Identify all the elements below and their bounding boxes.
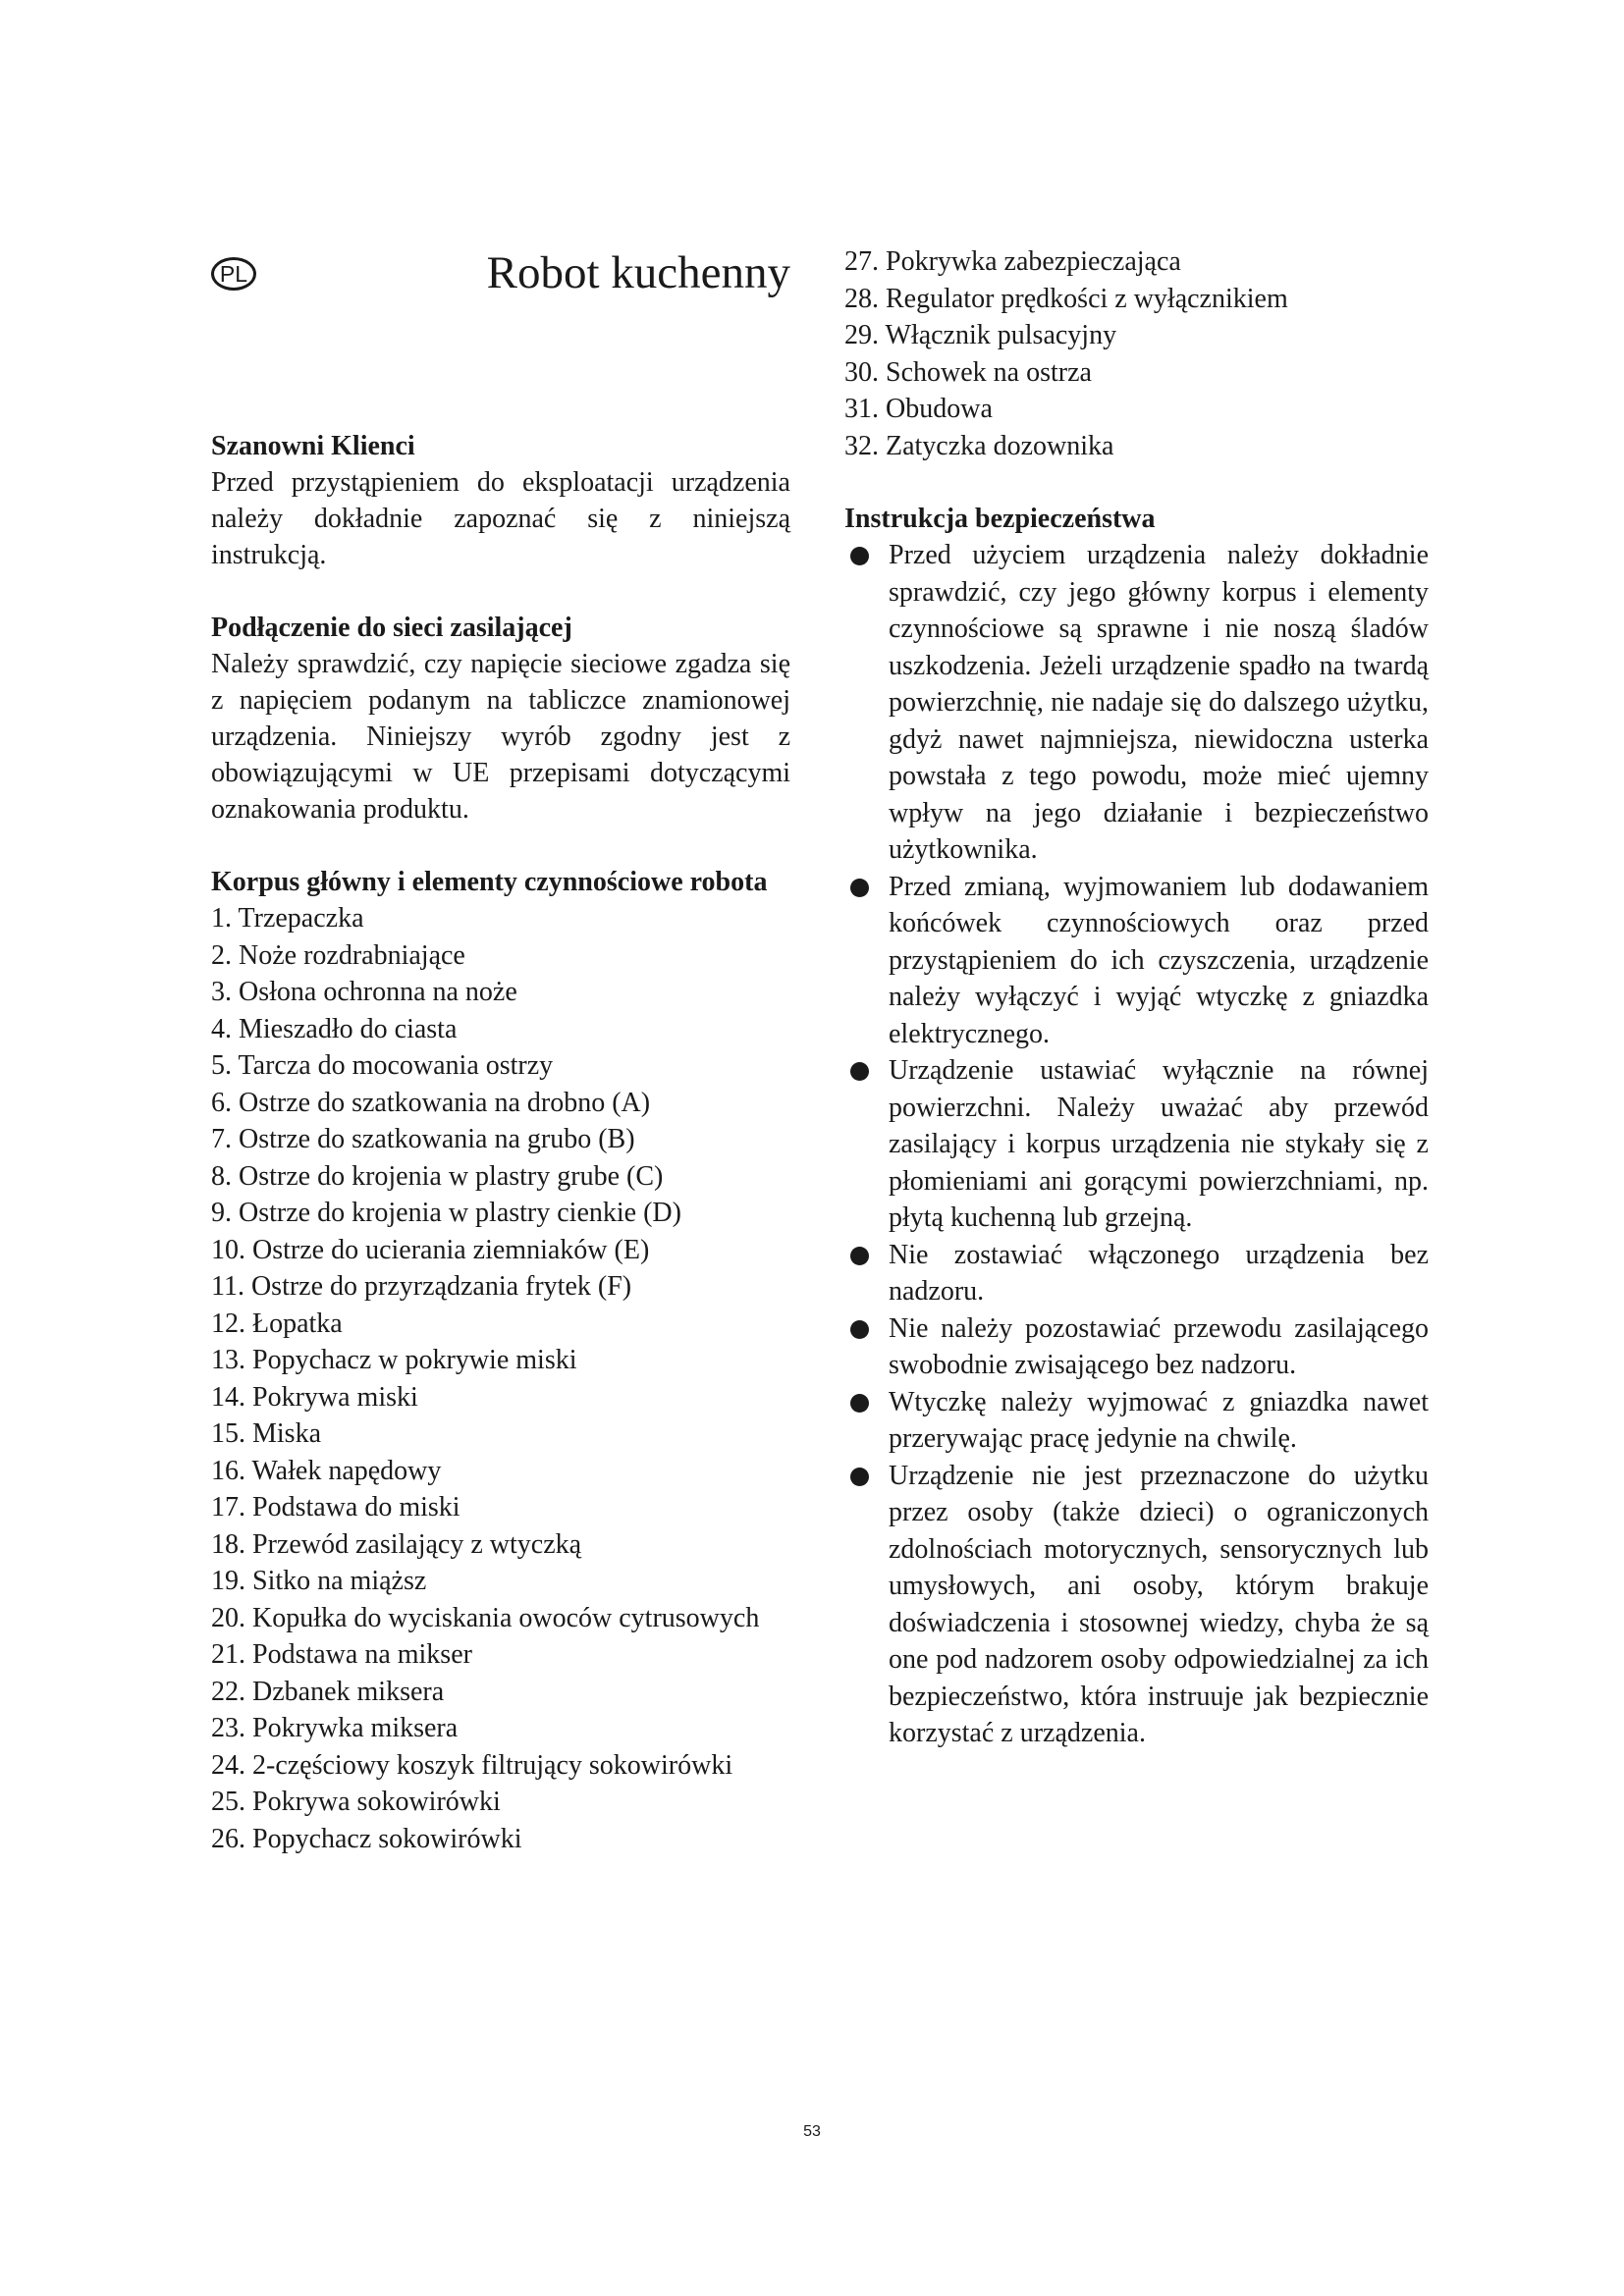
power-heading: Podłączenie do sieci zasilającej (211, 613, 572, 643)
list-item: 25. Pokrywa sokowirówki (211, 1787, 501, 1817)
page-number: 53 (803, 2123, 821, 2140)
page-header (211, 243, 790, 322)
safety-rule-text: Nie należy pozostawiać przewodu zasilającego swobodnie zwisającego bez nadzoru. (889, 1312, 1429, 1380)
parts-heading: Korpus główny i elementy czynnościowe robota (211, 867, 768, 897)
list-item: 14. Pokrywa miski (211, 1381, 418, 1413)
parts-list (211, 900, 790, 1857)
list-item: 20. Kopułka do wyciskania owoców cytrusowych (211, 1602, 760, 1633)
bullet-icon (850, 1247, 869, 1265)
list-item: 6. Ostrze do szatkowania na drobno (A) (211, 1087, 651, 1118)
safety-rule-text: Przed zmianą, wyjmowaniem lub dodawaniem końcówek czynnościowych oraz przed przystąpieniem do ich czyszczenia, urządzenie należy wyłączyć i wyjąć wtyczkę z gniazdka elektrycznego. (889, 871, 1429, 1049)
list-item: 29. Włącznik pulsacyjny (844, 320, 1117, 350)
bullet-icon (850, 879, 869, 897)
list-item: 23. Pokrywka miksera (211, 1713, 459, 1743)
bullet-icon (850, 547, 869, 565)
list-item: 27. Pokrywka zabezpieczająca (844, 246, 1181, 277)
parts-list-continued (844, 243, 1429, 464)
list-item: 3. Osłona ochronna na noże (211, 977, 517, 1007)
bullet-icon (850, 1320, 869, 1339)
list-item: 7. Ostrze do szatkowania na grubo (B) (211, 1124, 635, 1154)
right-column (844, 243, 1429, 1752)
bullet-icon (850, 1468, 869, 1486)
greeting-text: Przed przystąpieniem do eksploatacji urządzenia należy dokładnie zapoznać się z niniejszą instrukcją. (211, 467, 790, 570)
list-item: 1. Trzepaczka (211, 903, 364, 934)
list-item: 19. Sitko na miąższ (211, 1566, 427, 1596)
list-item: 13. Popychacz w pokrywie miski (211, 1345, 577, 1375)
list-item: 22. Dzbanek miksera (211, 1676, 445, 1707)
bullet-icon (850, 1394, 869, 1413)
list-item: 21. Podstawa na mikser (211, 1639, 472, 1670)
list-item: 11. Ostrze do przyrządzania frytek (F) (211, 1271, 632, 1302)
power-text: Należy sprawdzić, czy napięcie sieciowe zgadza się z napięciem podanym na tabliczce znamionowej urządzenia. Niniejszy wyrób zgodny jest z obowiązującymi w UE przepisami dotyczącymi oznakowania produktu. (211, 649, 790, 825)
list-item: 12. Łopatka (211, 1308, 343, 1339)
safety-rule-text: Wtyczkę należy wyjmować z gniazdka nawet przerywając pracę jedynie na chwilę. (889, 1386, 1429, 1454)
list-item: 2. Noże rozdrabniające (211, 939, 465, 971)
list-item: 17. Podstawa do miski (211, 1492, 460, 1522)
safety-rule-text: Przed użyciem urządzenia należy dokładnie sprawdzić, czy jego główny korpus i elementy czynnościowe są sprawne i nie noszą śladów uszkodzenia. Jeżeli urządzenie spadło na twardą powierzchnię, nie nadaje się do dalszego użytku, gdyż nawet najmniejsza, niewidoczna usterka powstała z tego powodu, może mieć ujemny wpływ na jego działanie i bezpieczeństwo użytkownika. (889, 540, 1429, 865)
list-item (844, 1237, 1429, 1310)
list-item: 24. 2-częściowy koszyk filtrujący sokowirówki (211, 1749, 733, 1781)
list-item: 4. Mieszadło do ciasta (211, 1013, 458, 1044)
list-item: 15. Miska (211, 1418, 321, 1449)
list-item (844, 537, 1429, 869)
list-item (844, 1052, 1429, 1237)
safety-list (844, 537, 1429, 1752)
list-item: 31. Obudowa (844, 394, 993, 424)
list-item (844, 1310, 1429, 1384)
list-item: 30. Schowek na ostrza (844, 356, 1092, 388)
list-item: 8. Ostrze do krojenia w plastry grube (C) (211, 1160, 664, 1192)
bullet-icon (850, 1062, 869, 1081)
list-item: 16. Wałek napędowy (211, 1455, 442, 1486)
greeting-heading: Szanowni Klienci (211, 431, 415, 461)
list-item: 10. Ostrze do ucierania ziemniaków (E) (211, 1234, 650, 1265)
page-title: Robot kuchenny (486, 247, 790, 298)
list-item: 32. Zatyczka dozownika (844, 430, 1114, 461)
safety-rule-text: Nie zostawiać włączonego urządzenia bez nadzoru. (889, 1239, 1429, 1307)
list-item: 9. Ostrze do krojenia w plastry cienkie (D) (211, 1198, 681, 1228)
list-item: 26. Popychacz sokowirówki (211, 1823, 522, 1854)
list-item (844, 1384, 1429, 1458)
safety-rule-text: Urządzenie ustawiać wyłącznie na równej powierzchni. Należy uważać aby przewód zasilający i korpus urządzenia nie stykały się z płomieniami ani gorącymi powierzchniami, np. płytą kuchenną lub grzejną. (889, 1055, 1429, 1233)
safety-rule-text: Urządzenie nie jest przeznaczone do użytku przez osoby (także dzieci) o ograniczonych zdolnościach motorycznych, sensorycznych lub umysłowych, ani osoby, którym brakuje doświadczenia i stosownej wiedzy, chyba że są one pod nadzorem osoby odpowiedzialnej za ich bezpieczeństwo, która instruuje jak bezpiecznie korzystać z urządzenia. (889, 1460, 1429, 1748)
list-item (844, 869, 1429, 1053)
left-column (211, 243, 790, 1857)
safety-heading: Instrukcja bezpieczeństwa (844, 504, 1156, 534)
list-item: 18. Przewód zasilający z wtyczką (211, 1528, 582, 1560)
language-badge: PL (211, 257, 256, 291)
list-item (844, 1458, 1429, 1752)
list-item: 28. Regulator prędkości z wyłącznikiem (844, 283, 1288, 314)
list-item: 5. Tarcza do mocowania ostrzy (211, 1050, 554, 1081)
